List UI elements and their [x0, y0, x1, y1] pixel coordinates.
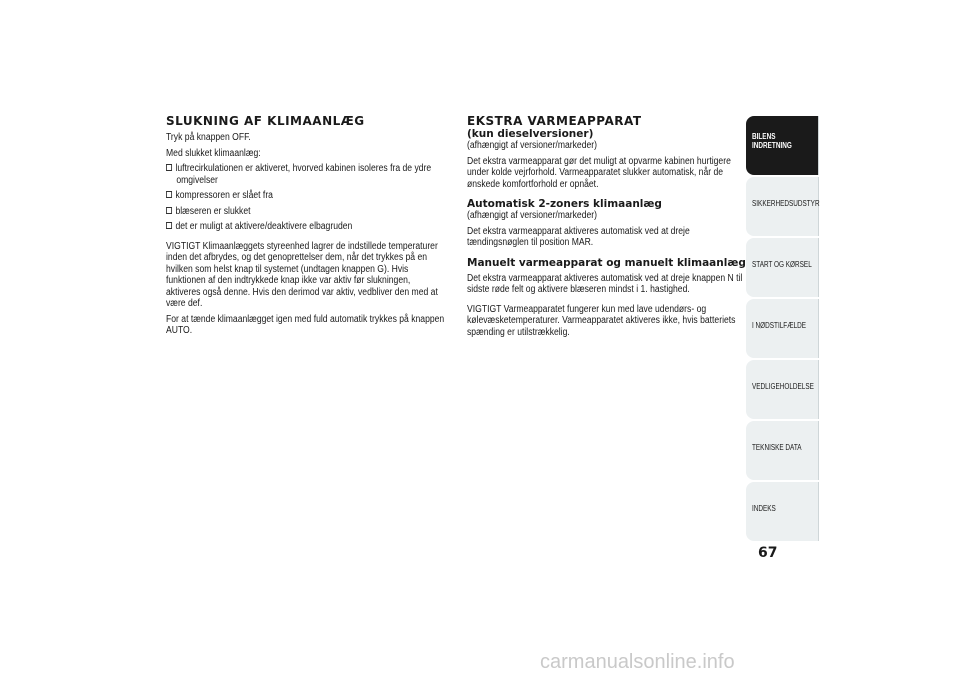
list-item-text: kompressoren er slået fra	[175, 190, 273, 201]
checkbox-bullet-icon	[166, 222, 172, 229]
tab-label	[752, 132, 819, 150]
tab-tekniske-data[interactable]	[746, 421, 819, 480]
list-item	[166, 206, 457, 218]
list-item-text: det er muligt at aktivere/deaktivere elbagruden	[175, 221, 353, 232]
page-number: 67	[758, 545, 778, 561]
subsection-heading: Automatisk 2-zoners klimaanlæg	[467, 198, 662, 210]
tab-label: SIKKERHEDSUDSTYR	[752, 199, 820, 208]
availability-note: (afhængigt af versioner/markeder)	[467, 140, 598, 151]
list-item	[166, 190, 457, 202]
tab-indeks[interactable]	[746, 482, 819, 541]
paragraph: VIGTIGT Varmeapparatet fungerer kun med lave udendørs- og kølevæsketemperaturer. Varmeapparatet aktiveres ikke, hvis batteriets spænding er utilstrækkelig.	[467, 303, 736, 338]
tab-label: TEKNISKE DATA	[752, 443, 802, 452]
bullet-list	[166, 163, 446, 233]
paragraph: VIGTIGT Klimaanlæggets styreenhed lagrer de indstillede temperaturer inden det afbrydes, og det genoprettelser dem, når det trykkes på en hvilken som helst knap til systemet (undtagen knappen G). Hvis funktionen af den indtrykkede knap ikke var aktiv før slukningen, aktiveres også denne. Hvis den derimod var aktiv, vedbliver den med at være def.	[166, 240, 438, 309]
right-column	[467, 114, 747, 338]
chapter-tabs	[746, 116, 819, 543]
tab-bilens-indretning[interactable]	[746, 116, 819, 175]
tab-start-og-korsel[interactable]	[746, 238, 819, 297]
section-subheading: (kun dieselversioner)	[467, 128, 594, 140]
paragraph: Tryk på knappen OFF.	[166, 132, 251, 143]
tab-label-line1: BILENS	[752, 132, 776, 141]
paragraph: Det ekstra varmeapparat gør det muligt at opvarme kabinen hurtigere under kolde vejrforhold. Varmeapparatet slukker automatisk, når de ønskede komfortforhold er opnået.	[467, 155, 731, 190]
list-item	[166, 221, 457, 233]
paragraph: For at tænde klimaanlægget igen med fuld automatik trykkes på knappen AUTO.	[166, 313, 445, 336]
paragraph: Det ekstra varmeapparat aktiveres automatisk ved at dreje knappen N til sidste røde felt og aktivere blæseren mindst i 1. hastighed.	[467, 272, 743, 295]
tab-label-line2: INDRETNING	[752, 141, 792, 150]
checkbox-bullet-icon	[166, 207, 172, 214]
tab-sikkerhedsudstyr[interactable]	[746, 177, 819, 236]
tab-label: START OG KØRSEL	[752, 260, 812, 269]
section-heading: EKSTRA VARMEAPPARAT	[467, 114, 642, 128]
subsection-heading: Manuelt varmeapparat og manuelt klimaanlæg	[467, 256, 746, 269]
tab-label: I NØDSTILFÆLDE	[752, 321, 807, 330]
checkbox-bullet-icon	[166, 164, 172, 171]
paragraph: Med slukket klimaanlæg:	[166, 147, 261, 159]
list-item-text: luftrecirkulationen er aktiveret, hvorved kabinen isoleres fra de ydre omgivelser	[175, 163, 432, 186]
tab-label: INDEKS	[752, 504, 776, 513]
tab-label: VEDLIGEHOLDELSE	[752, 382, 814, 391]
list-item-text: blæseren er slukket	[175, 205, 251, 217]
paragraph: Det ekstra varmeapparat aktiveres automatisk ved at dreje tændingsnøglen til position MAR.	[467, 225, 690, 248]
list-item	[166, 163, 457, 186]
watermark: carmanualsonline.info	[540, 651, 735, 673]
availability-note: (afhængigt af versioner/markeder)	[467, 210, 598, 221]
section-heading: SLUKNING AF KLIMAANLÆG	[166, 114, 365, 128]
checkbox-bullet-icon	[166, 191, 172, 198]
tab-vedligeholdelse[interactable]	[746, 360, 819, 419]
tab-i-nodstilfaelde[interactable]	[746, 299, 819, 358]
left-column	[166, 114, 446, 337]
